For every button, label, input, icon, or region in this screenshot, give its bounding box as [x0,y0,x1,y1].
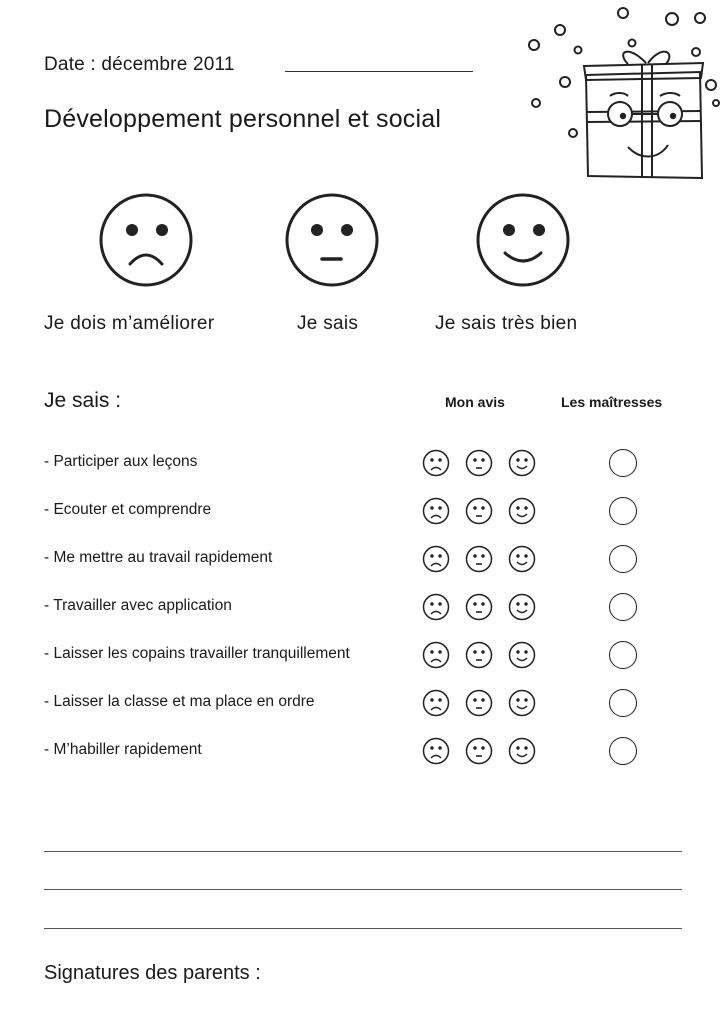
teacher-assessment-circle[interactable] [609,641,637,669]
parent-signatures-label: Signatures des parents : [44,962,261,984]
happy-face-icon[interactable] [508,449,536,477]
comment-line [44,851,682,852]
teacher-assessment-circle[interactable] [609,545,637,573]
section-heading: Je sais : [44,389,122,412]
skill-label: - Participer aux leçons [44,453,198,470]
teacher-assessment-circle[interactable] [609,689,637,717]
skill-label: - Laisser la classe et ma place en ordre [44,693,315,710]
neutral-face-icon[interactable] [465,593,493,621]
comment-line [44,889,682,890]
happy-face-icon[interactable] [508,641,536,669]
sad-face-icon[interactable] [422,737,450,765]
skill-label: - Ecouter et comprendre [44,501,212,518]
sad-face-icon[interactable] [422,497,450,525]
sad-face-icon[interactable] [422,689,450,717]
happy-face-icon[interactable] [508,497,536,525]
happy-face-icon[interactable] [508,593,536,621]
neutral-face-icon[interactable] [465,497,493,525]
date-underline [285,71,473,72]
sad-face-icon[interactable] [422,641,450,669]
teacher-assessment-circle[interactable] [609,449,637,477]
teacher-assessment-circle[interactable] [609,593,637,621]
teacher-assessment-circle[interactable] [609,497,637,525]
neutral-face-icon [285,193,379,287]
happy-face-icon[interactable] [508,689,536,717]
neutral-face-icon[interactable] [465,737,493,765]
skill-label: - Travailler avec application [44,597,232,614]
neutral-face-icon[interactable] [465,689,493,717]
happy-face-icon[interactable] [508,545,536,573]
skill-label: - Me mettre au travail rapidement [44,549,273,566]
column-header-teachers: Les maîtresses [561,394,663,410]
gift-box-character-icon [520,0,728,185]
sad-face-icon[interactable] [422,593,450,621]
sad-face-icon[interactable] [422,545,450,573]
neutral-face-icon[interactable] [465,641,493,669]
legend-label-happy: Je sais très bien [435,313,578,334]
neutral-face-icon[interactable] [465,449,493,477]
teacher-assessment-circle[interactable] [609,737,637,765]
skill-label: - Laisser les copains travailler tranquillement [44,645,350,662]
comment-line [44,928,682,929]
column-header-self: Mon avis [445,394,505,410]
page-title: Développement personnel et social [44,105,442,133]
skill-label: - M’habiller rapidement [44,741,202,758]
date-label: Date : décembre 2011 [44,54,235,75]
sad-face-icon [99,193,193,287]
happy-face-icon [476,193,570,287]
legend-label-neutral: Je sais [297,313,359,334]
happy-face-icon[interactable] [508,737,536,765]
sad-face-icon[interactable] [422,449,450,477]
legend-label-sad: Je dois m’améliorer [44,313,215,334]
neutral-face-icon[interactable] [465,545,493,573]
